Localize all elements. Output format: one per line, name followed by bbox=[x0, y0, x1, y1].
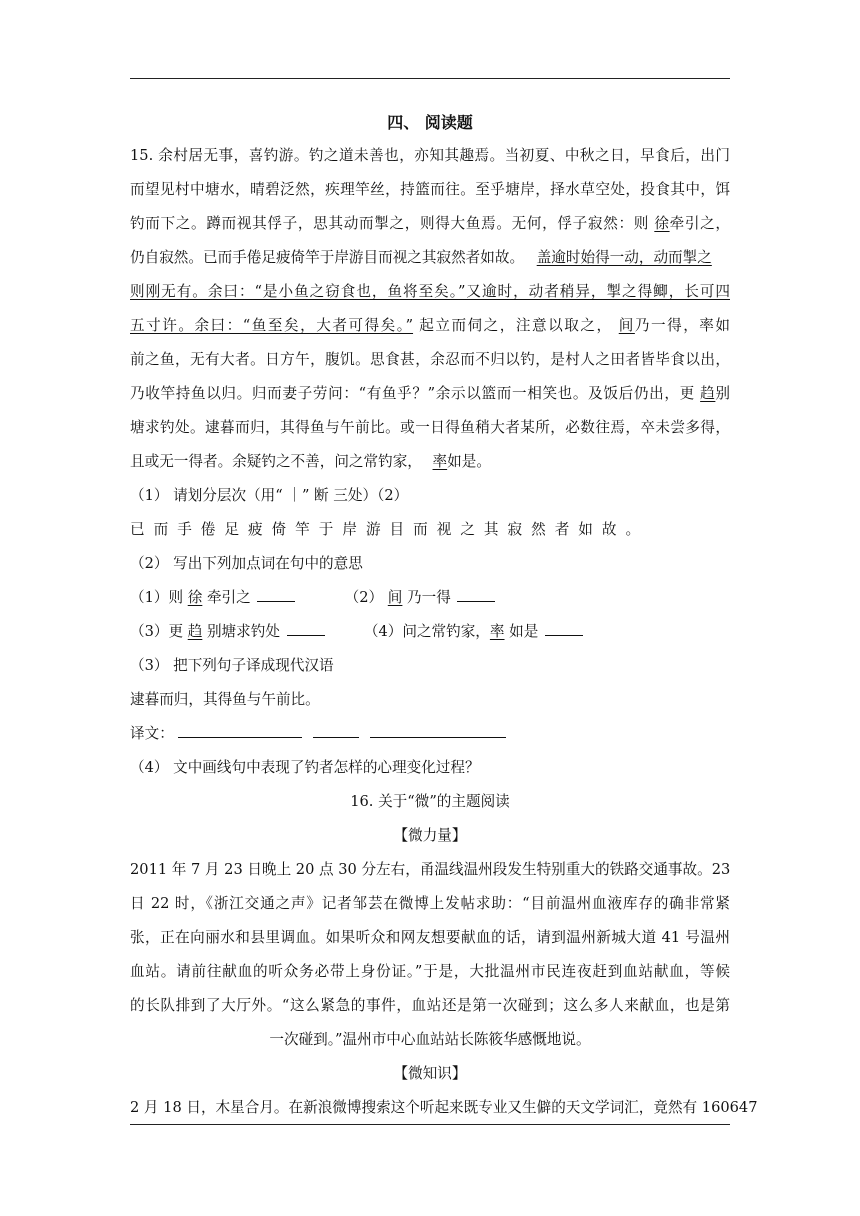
q16-part2-line-1: 2 月 18 日，木星合月。在新浪微博搜索这个听起来既专业又生僻的天文学词汇，竟然有 160647 bbox=[130, 1099, 758, 1116]
sub2-a-pre: （1）则 bbox=[130, 589, 188, 606]
q15-line-6 bbox=[130, 316, 730, 336]
q15-line-5: 则刚无有。余曰：“是小鱼之窃食也，鱼将至矣。”又逾时，动者稍异，掣之得鲫，长可四 bbox=[130, 283, 730, 300]
q16-title: 16. 关于“微”的主题阅读 bbox=[350, 793, 510, 810]
sub-question-2: （2） 写出下列加点词在句中的意思 bbox=[130, 555, 363, 572]
sub-question-3: （3） 把下列句子译成现代汉语 bbox=[130, 657, 334, 674]
dotted-word-jian: 间 bbox=[618, 317, 635, 334]
answer-blank-1[interactable] bbox=[257, 589, 295, 602]
sub2-a-word: 徐 bbox=[187, 589, 203, 606]
dotted-word-lv: 率 bbox=[432, 453, 448, 470]
translation-blank-1[interactable] bbox=[178, 725, 302, 738]
q15-line-6-underlined: 五寸许。余曰：“鱼至矣，大者可得矣。” bbox=[130, 317, 414, 334]
q15-line-2: 而望见村中塘水，晴碧泛然，疾理竿丝，持篮而往。至乎塘岸，择水草空处，投食其中，饵 bbox=[130, 181, 730, 198]
sub-question-2-row-1 bbox=[130, 588, 730, 608]
sub2-b-post: 乃一得 bbox=[402, 589, 451, 606]
underlined-sentence-1: 盖逾时始得一动，动而掣之 bbox=[536, 249, 712, 266]
q16-part1-line-5: 的长队排到了大厅外。“这么紧急的事件，血站还是第一次碰到；这么多人来献血，也是第 bbox=[130, 997, 730, 1014]
q16-part1-line-4: 血站。请前往献血的听众务必带上身份证。”于是，大批温州市民连夜赶到血站献血，等候 bbox=[130, 963, 730, 980]
q15-line-7: 前之鱼，无有大者。日方午，腹饥。思食甚，余忍而不归以钓，是村人之田者皆毕食以出， bbox=[130, 351, 730, 368]
top-rule bbox=[130, 78, 730, 79]
translation-blank-2[interactable] bbox=[313, 725, 359, 738]
sub2-d-word: 率 bbox=[489, 623, 505, 640]
sub-question-1-text: 已而手倦足疲倚竿于岸游目而视之其寂然者如故。 bbox=[130, 521, 650, 538]
q15-line-4-text: 仍自寂然。已而手倦足疲倚竿于岸游目而视之其寂然者如故。 bbox=[130, 249, 525, 266]
translation-row bbox=[130, 724, 730, 744]
q15-line-3 bbox=[130, 214, 730, 234]
sub-question-4: （4） 文中画线句中表现了钓者怎样的心理变化过程？ bbox=[130, 759, 480, 776]
q15-line-4 bbox=[130, 248, 730, 268]
q15-line-9: 塘求钓处。逮暮而归，其得鱼与午前比。或一日得鱼稍大者某所，必数往焉，卒未尝多得， bbox=[130, 419, 730, 436]
q15-line-6-tail: 乃一得，率如 bbox=[634, 317, 731, 334]
sub2-b-pre: （2） bbox=[344, 589, 388, 606]
q16-part1-line-2: 日 22 时，《浙江交通之声》记者邹芸在微博上发帖求助：“目前温州血液库存的确非常紧 bbox=[130, 895, 730, 912]
sub2-c-post: 别塘求钓处 bbox=[202, 623, 280, 640]
q15-line-6-text: 起立而伺之，注意以取之， bbox=[419, 317, 613, 334]
q16-part2-title: 【微知识】 bbox=[393, 1065, 467, 1082]
sub-question-1: （1） 请划分层次（用“ ｜” 断 三处）（2） bbox=[130, 487, 409, 504]
q16-part1-line-1: 2011 年 7 月 23 日晚上 20 点 30 分左右，甬温线温州段发生特别重大的铁路交通事故。23 bbox=[130, 861, 731, 878]
translation-blank-3[interactable] bbox=[370, 725, 506, 738]
sub2-c-pre: （3）更 bbox=[130, 623, 188, 640]
answer-blank-3[interactable] bbox=[287, 623, 325, 636]
sub-question-3-text: 逮暮而归，其得鱼与午前比。 bbox=[130, 691, 320, 708]
sub2-b-word: 间 bbox=[387, 589, 403, 606]
bottom-rule bbox=[130, 1124, 730, 1125]
q15-line-8 bbox=[130, 384, 730, 404]
sub2-d-post: 如是 bbox=[504, 623, 539, 640]
answer-blank-2[interactable] bbox=[457, 589, 495, 602]
q15-line-3-text: 钓而下之。蹲而视其俘子，思其动而掣之，则得大鱼焉。无何，俘子寂然：则 bbox=[130, 215, 649, 232]
q15-line-1: 15. 余村居无事，喜钓游。钓之道未善也，亦知其趣焉。当初夏、中秋之日，早食后，出门 bbox=[130, 147, 730, 164]
q15-line-10 bbox=[130, 452, 730, 472]
q15-line-8-text: 乃收竿持鱼以归。归而妻子劳问：“有鱼乎？”余示以篮而一相笑也。及饭后仍出，更 bbox=[130, 385, 695, 402]
answer-blank-4[interactable] bbox=[545, 623, 583, 636]
q15-line-8-tail: 别 bbox=[715, 385, 730, 402]
section-title: 四、 阅读题 bbox=[387, 113, 473, 132]
q15-line-3-tail: 牵引之， bbox=[669, 215, 730, 232]
sub2-a-post: 牵引之 bbox=[202, 589, 251, 606]
sub-question-2-row-2 bbox=[130, 622, 730, 642]
translation-label: 译文： bbox=[130, 725, 174, 742]
sub2-c-word: 趋 bbox=[187, 623, 203, 640]
sub2-d-pre: （4）问之常钓家， bbox=[363, 623, 490, 640]
dotted-word-zhi: 趋 bbox=[700, 385, 716, 402]
q16-part1-line-3: 张，正在向丽水和县里调血。如果听众和网友想要献血的话，请到温州新城大道 41 号温州 bbox=[130, 929, 730, 946]
q16-part1-title: 【微力量】 bbox=[393, 827, 467, 844]
q16-part1-line-6: 一次碰到。”温州市中心血站站长陈筱华感慨地说。 bbox=[269, 1031, 591, 1048]
q15-line-10-text: 且或无一得者。余疑钓之不善，问之常钓家， bbox=[130, 453, 422, 470]
dotted-word-xu: 徐 bbox=[654, 215, 670, 232]
q15-line-10-tail: 如是。 bbox=[447, 453, 491, 470]
